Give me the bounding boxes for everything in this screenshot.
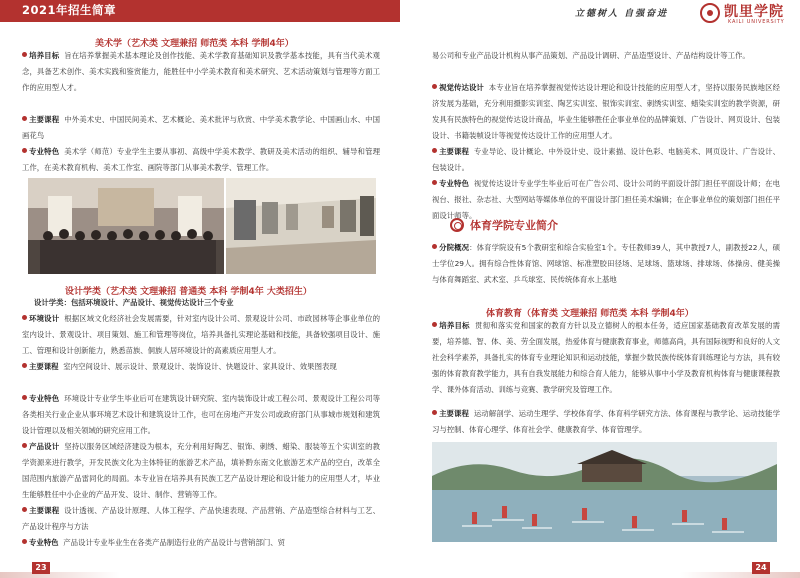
env-courses-text: 室内空间设计、展示设计、景观设计、装饰设计、快题设计、家具设计、效果图表现	[63, 362, 337, 371]
env-features-label: 专业特色	[29, 394, 60, 403]
art-goal-label: 培养目标	[29, 51, 60, 60]
product-courses-paragraph	[22, 503, 380, 535]
red-dot-icon	[22, 148, 27, 153]
page-number-right: 24	[752, 562, 770, 574]
red-dot-icon	[22, 363, 27, 368]
logo-en: KAILI UNIVERSITY	[728, 19, 785, 25]
pe-goal-text: 贯彻和落实党和国家的教育方针以及立德树人的根本任务，适应国家基础教育改革发展的需要，培养德、智、体、美、劳全面发展，热爱体育与健康教育事业，师德高尚，具有国际视野和良好的人文社会科学素养，具备扎实的体育专业理论知识和运动技能，掌握少数民族传统体育训练理论与方法，具有较强的体育教育教学能力，具有自我发展能力和综合育人能力，能够从事中小学及教育机构体育与健康课程教学、课外体育活动、训练与竞赛、教学研究及管理工作。	[432, 321, 780, 394]
env-courses-paragraph	[22, 359, 380, 375]
red-dot-icon	[22, 52, 27, 57]
env-paragraph	[22, 311, 380, 359]
red-dot-icon	[432, 322, 437, 327]
art-courses-label: 主要课程	[29, 115, 60, 124]
product-text: 坚持以服务区域经济建设为根本，充分利用好陶艺、银饰、刺绣、蜡染、服装等五个实训室的教学资源来进行教学，开发民族文化为主体特征的旅游艺术产品，填补黔东南文化旅游艺术产品的空白，改革全国范围内旅游产品雷同化的局面。本专业旨在培养具有民族工艺产品设计理论和设计能力的应用型人才，毕业生能够胜任中小企业的产品开发、设计、制作、营销等工作。	[22, 442, 380, 499]
exhibition-photo-group	[28, 178, 224, 274]
product-label: 产品设计	[29, 442, 60, 451]
pe-goal-label: 培养目标	[439, 321, 470, 330]
art-section-title: 美术学（艺术类 文理兼招 师范类 本科 学制4年）	[95, 39, 294, 49]
visual-courses-label: 主要课程	[439, 147, 469, 156]
pe-title: 体育教育（体育类 文理兼招 师范类 本科 学制4年）	[486, 309, 694, 319]
product-features-paragraph	[22, 535, 380, 551]
kaili-logo	[700, 1, 792, 29]
pe-courses-paragraph	[432, 406, 780, 438]
design-subtitle: 设计学类：包括环境设计、产品设计、视觉传达设计三个专业	[34, 298, 234, 307]
red-dot-icon	[22, 507, 27, 512]
red-dot-icon	[432, 84, 437, 89]
pe-courses-label: 主要课程	[439, 409, 469, 418]
art-features-label: 专业特色	[29, 147, 60, 156]
product-paragraph	[22, 439, 380, 503]
art-courses-paragraph	[22, 112, 380, 144]
product-courses-label: 主要课程	[29, 506, 60, 515]
visual-features-text: 视觉传达设计专业学生毕业后可在广告公司、设计公司的平面设计部门担任平面设计师；在电视台、报社、杂志社、大型网站等媒体单位的平面设计部门担任美术编辑；在企事业单位的策划部门担任平面设计师等。	[432, 179, 780, 220]
visual-label: 视觉传达设计	[439, 83, 484, 92]
double-circle-icon	[450, 218, 464, 232]
right-page	[400, 0, 800, 578]
visual-courses-text: 专业导论、设计概论、中外设计史、设计素描、设计色彩、电脑美术、网页设计、广告设计、包装设计。	[432, 147, 780, 172]
kaili-seal-icon	[700, 3, 720, 23]
header-title: 2021年招生简章	[22, 3, 117, 17]
art-features-text: 美术学（师范）专业学生主要从事初、高级中学美术教学、教研及美术活动的组织、辅导和管理工作，在美术教育机构、美术工作室、画院等部门从事美术教学、管理工作。	[22, 147, 380, 172]
pe-goal-paragraph	[432, 318, 780, 398]
red-dot-icon	[22, 443, 27, 448]
red-dot-icon	[432, 244, 437, 249]
red-dot-icon	[432, 180, 437, 185]
art-goal-paragraph	[22, 48, 380, 96]
header-band	[0, 0, 400, 22]
red-dot-icon	[432, 148, 437, 153]
red-dot-icon	[432, 410, 437, 415]
logo-name: 凯里学院	[724, 4, 784, 20]
page-number-left: 23	[32, 562, 50, 574]
product-courses-text: 设计透视、产品设计原理、人体工程学、产品快速表现、产品营销、产品造型综合材料与工艺、产品设计程序与方法	[22, 506, 380, 531]
gallery-photo	[226, 178, 376, 274]
visual-features-label: 专业特色	[439, 179, 469, 188]
red-dot-icon	[22, 539, 27, 544]
art-goal-text: 旨在培养掌握美术基本理论及创作技能、美术学教育基础知识及教学基本技能，具有当代美术观念，具备艺术创作、美术实践和鉴赏能力，能胜任中小学美术教育和美术研究、艺术活动策划与管理等方面工作的应用型人才。	[22, 51, 380, 92]
product-features-label: 专业特色	[29, 538, 59, 547]
cont-paragraph: 易公司和专业产品设计机构从事产品策划、产品设计调研、产品造型设计、产品结构设计等工作。	[432, 51, 750, 60]
pe-overview-paragraph: 分院概况：体育学院设有5个教研室和综合实验室1个。专任教师39人，其中教授7人，副教授22人，硕士学位29人。拥有综合性体育馆、网球馆、标准塑胶田径场、足球场、篮球场、排球场、体操房、健美操与体育舞蹈室、武术室、乒乓球室、民传统体育水上基地	[432, 243, 780, 284]
pe-intro-title: 体育学院专业简介	[470, 219, 558, 232]
visual-paragraph	[432, 80, 780, 144]
red-dot-icon	[22, 315, 27, 320]
env-text: 根据区域文化经济社会发展需要，针对室内设计公司、景观设计公司、市政园林等企事业单位的室内设计、景观设计、项目策划、施工和管理等岗位，培养具备扎实理论基础和技能，具备较强项目设计、施工、管理和设计创新能力，熟悉苗族、侗族人居环境设计的高素质应用型人才。	[22, 314, 380, 355]
visual-courses-paragraph	[432, 144, 780, 176]
design-section-title: 设计学类（艺术类 文理兼招 普通类 本科 学制4年 大类招生）	[65, 287, 312, 297]
slogan: 立德树人 自强奋进	[575, 9, 669, 19]
footer-deco	[0, 572, 120, 578]
pe-overview-label: 分院概况	[439, 243, 470, 252]
water-sports-photo	[432, 442, 777, 542]
product-features-text: 产品设计专业毕业生在各类产品制造行业的产品设计与营销部门、贸	[63, 538, 286, 547]
env-courses-label: 主要课程	[29, 362, 59, 371]
red-dot-icon	[22, 116, 27, 121]
env-label: 环境设计	[29, 314, 60, 323]
red-dot-icon	[22, 395, 27, 400]
footer-deco	[680, 572, 800, 578]
env-features-text: 环境设计专业学生毕业后可在建筑设计研究院、室内装饰设计或工程公司、景观设计工程公司等各类相关行业企业从事环境艺术设计和建筑设计工作，也可在房地产开发公司或政府部门从事城市规划和建筑设计管理以及相关领域的研究应用工作。	[22, 394, 380, 435]
art-features-paragraph	[22, 144, 380, 176]
art-courses-text: 中外美术史、中国民间美术、艺术概论、美术批评与欣赏、中学美术教学论、中国画山水、中国画花鸟	[22, 115, 380, 140]
visual-text: 本专业旨在培养掌握视觉传达设计理论和设计技能的应用型人才，坚持以服务民族地区经济发展为基础，充分利用摄影实训室、陶艺实训室、银饰实训室、刺绣实训室、蜡染实训室的教学资源，研发具有民族特色的视觉传达设计商品，毕业生能够胜任企事业单位的品牌策划、广告设计、网页设计、包装设计、书籍装帧设计等视觉传达设计工作的应用型人才。	[432, 83, 780, 140]
pe-overview-text: 体育学院设有5个教研室和综合实验室1个。专任教师39人，其中教授7人，副教授22人，硕士学位29人。拥有综合性体育馆、网球馆、标准塑胶田径场、足球场、篮球场、排球场、体操房、健美操与体育舞蹈室、武术室、乒乓球室、民传统体育水上基地	[432, 243, 780, 284]
pe-courses-text: 运动解剖学、运动生理学、学校体育学、体育科学研究方法、体育课程与教学论、运动技能学习与控制、体育心理学、体育社会学、健康教育学、体育管理学。	[432, 409, 780, 434]
env-features-paragraph	[22, 391, 380, 439]
